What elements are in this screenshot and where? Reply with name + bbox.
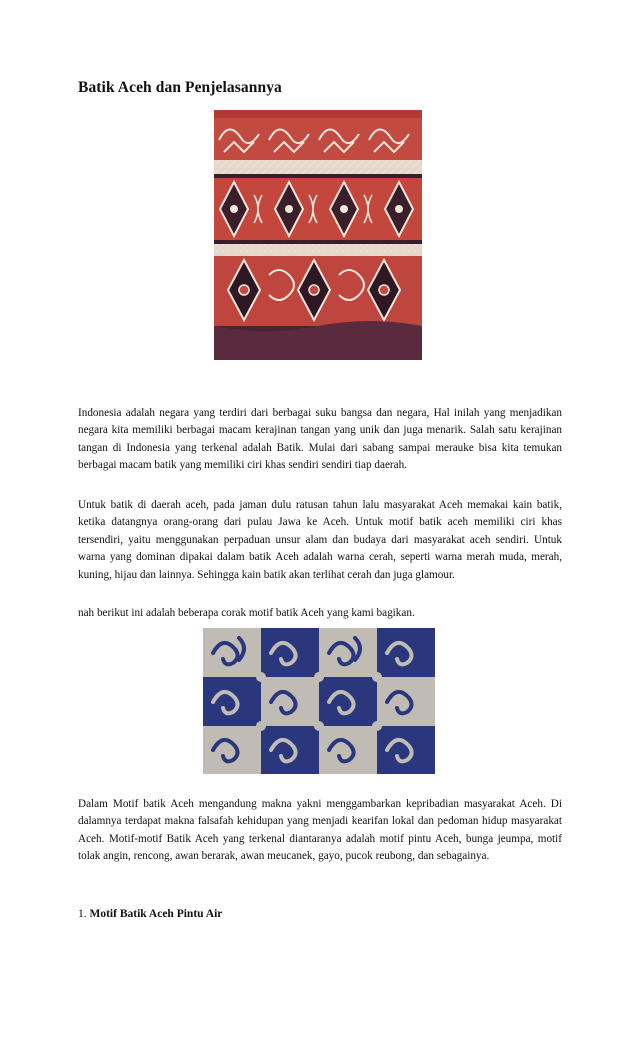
section-heading <box>78 908 222 920</box>
document-title: Batik Aceh dan Penjelasannya <box>78 79 282 96</box>
section-number: 1. <box>78 908 87 920</box>
paragraph-lead-in: nah berikut ini adalah beberapa corak motif batik Aceh yang kami bagikan. <box>78 607 415 619</box>
paragraph-history: Untuk batik di daerah aceh, pada jaman dulu ratusan tahun lalu masyarakat Aceh memakai kain batik, ketika datangnya orang-orang dari pulau Jawa ke Aceh. Untuk motif batik aceh memiliki ciri khas tersendiri, yaitu menggunakan perpaduan unsur alam dan budaya dari masyarakat aceh sendiri. Untuk warna yang dominan dipakai dalam batik Aceh adalah warna cerah, seperti warna merah muda, merah, kuning, hijau dan lainnya. Sehingga kain batik akan terlihat cerah dan juga glamour. <box>78 499 562 581</box>
paragraph-intro: Indonesia adalah negara yang terdiri dari berbagai suku bangsa dan negara, Hal inilah yang menjadikan negara kita memiliki berbagai macam kerajinan tangan yang unik dan juga menarik. Salah satu kerajinan tangan di Indonesia yang terkenal adalah Batik. Mulai dari sabang sampai merauke bisa kita temukan berbagai macam batik yang memiliki ciri khas sendiri sendiri tiap daerah. <box>78 407 562 472</box>
paragraph-meaning: Dalam Motif batik Aceh mengandung makna yakni menggambarkan kepribadian masyarakat Aceh. Di dalamnya terdapat makna falsafah kehidupan yang menjadi kearifan lokal dan pedoman hidup masyarakat Aceh. Motif-motif Batik Aceh yang terkenal diantaranya adalah motif pintu Aceh, bunga jeumpa, motif tolak angin, rencong, awan berarak, awan meucanek, gayo, pucok reubong, dan sebagainya. <box>78 798 562 863</box>
section-title: Motif Batik Aceh Pintu Air <box>89 908 223 920</box>
batik-red-photo <box>214 110 422 360</box>
batik-blue-photo <box>203 628 435 774</box>
